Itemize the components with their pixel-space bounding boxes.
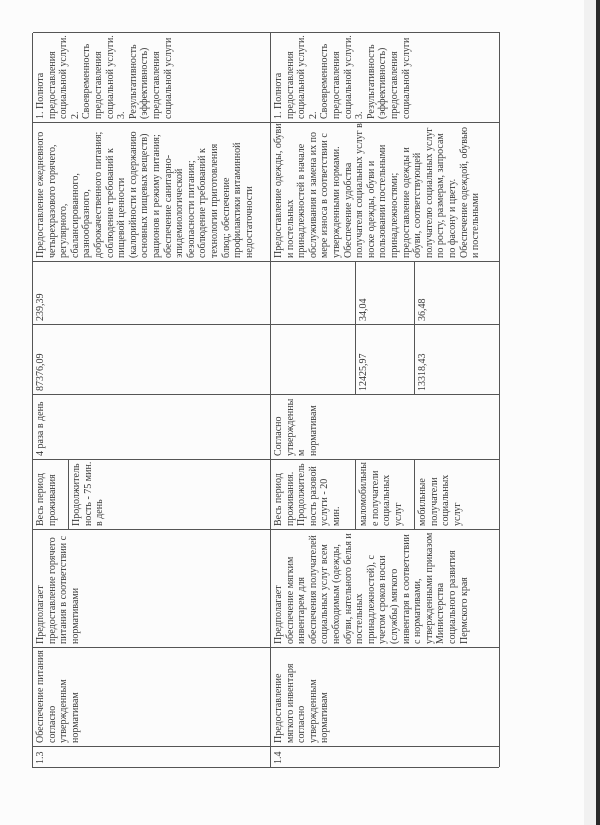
row-1-3-period: Весь период проживания — [33, 459, 69, 529]
row-1-4-group-mobile: мобильные получатели социальных услуг — [415, 459, 500, 529]
row-1-4-period: Весь период проживания. Продолжитель ность разовой услуги - 20 мин. — [271, 459, 356, 529]
row-1-4-cost-mobile: 13318,43 — [415, 324, 500, 394]
row-1-3-number: 1.3 — [33, 746, 271, 767]
row-1-3-description: Предполагает предоставление горячего питания в соответствии с нормативами — [33, 529, 271, 647]
row-1-3-indicators: 1. Полнота предоставления социальной услуги. 2. Своевременность предоставления социальной услуги. 3. Результативность (эффективность) предоставления социальной услуги — [33, 32, 271, 122]
row-1-3-content: Предоставление ежедневного четырехразового горячего, регулярного, сбалансированного, разнообразного, доброкачественного питания; соблюдение требований к пищевой ценности (калорийности и содержанию основных пищевых веществ) рационов и режиму питания; обеспечение санитарно- эпидемиологической безопасности питания; соблюдение требований к технологии приготовления блюд; обеспечение профилактики витаминной недостаточности — [33, 122, 271, 261]
scan-edge-shadow — [596, 0, 600, 825]
row-1-4-rate-empty — [271, 261, 356, 324]
row-1-4-rate-mobile: 36,48 — [415, 261, 500, 324]
row-1-3-rate: 239,39 — [33, 261, 271, 324]
row-1-4-frequency: Согласно утвержденны м нормативам — [271, 394, 500, 459]
services-table — [32, 33, 499, 768]
row-1-4-rate-low-mobility: 34,04 — [356, 261, 415, 324]
scan-edge-band — [584, 0, 596, 825]
row-1-4-group-low-mobility: маломобильны е получатели социальных услуг — [356, 459, 415, 529]
row-1-4-service-name: Предоставление мягкого инвентаря согласно утвержденным нормативам — [271, 647, 500, 746]
row-1-4-number: 1.4 — [271, 746, 500, 767]
row-1-4-indicators: 1. Полнота предоставления социальной услуги. 2. Своевременность предоставления социальной услуги. 3. Результативность (эффективность) предоставления социальной услуги — [271, 32, 500, 122]
row-1-4-content: Предоставление одежды, обуви и постельных принадлежностей в начале обслуживания и замена их по мере износа в соответствии с утвержденными нормами. Обеспечение удобства получателя социальных услуг в носке одежды, обуви и пользовании постельными принадлежностями; предоставление одежды и обуви, соответствующей получателю социальных услуг по росту, размерам, запросам по фасону и цвету. Обеспечение одеждой, обувью и постельными — [271, 122, 500, 261]
row-1-3-duration: Продолжитель ность - 75 мин. в день — [69, 459, 271, 529]
row-1-4-cost-low-mobility: 12425,97 — [356, 324, 415, 394]
row-1-3-service-name: Обеспечение питания согласно утвержденным нормативам — [33, 647, 271, 746]
row-1-4-description: Предполагает обеспечение мягким инвентарем для обеспечения получателей социальных услуг всем необходимым (одежды, обуви, нательного белья и постельных принадлежностей), с учетом сроков носки (службы) мягкого инвентаря в соответствии с нормативами, утвержденными приказом Министерства социального развития Пермского края — [271, 529, 500, 647]
row-1-3-cost: 87376,09 — [33, 324, 271, 394]
row-1-4-cost-empty — [271, 324, 356, 394]
row-1-3-frequency: 4 раза в день — [33, 394, 271, 459]
